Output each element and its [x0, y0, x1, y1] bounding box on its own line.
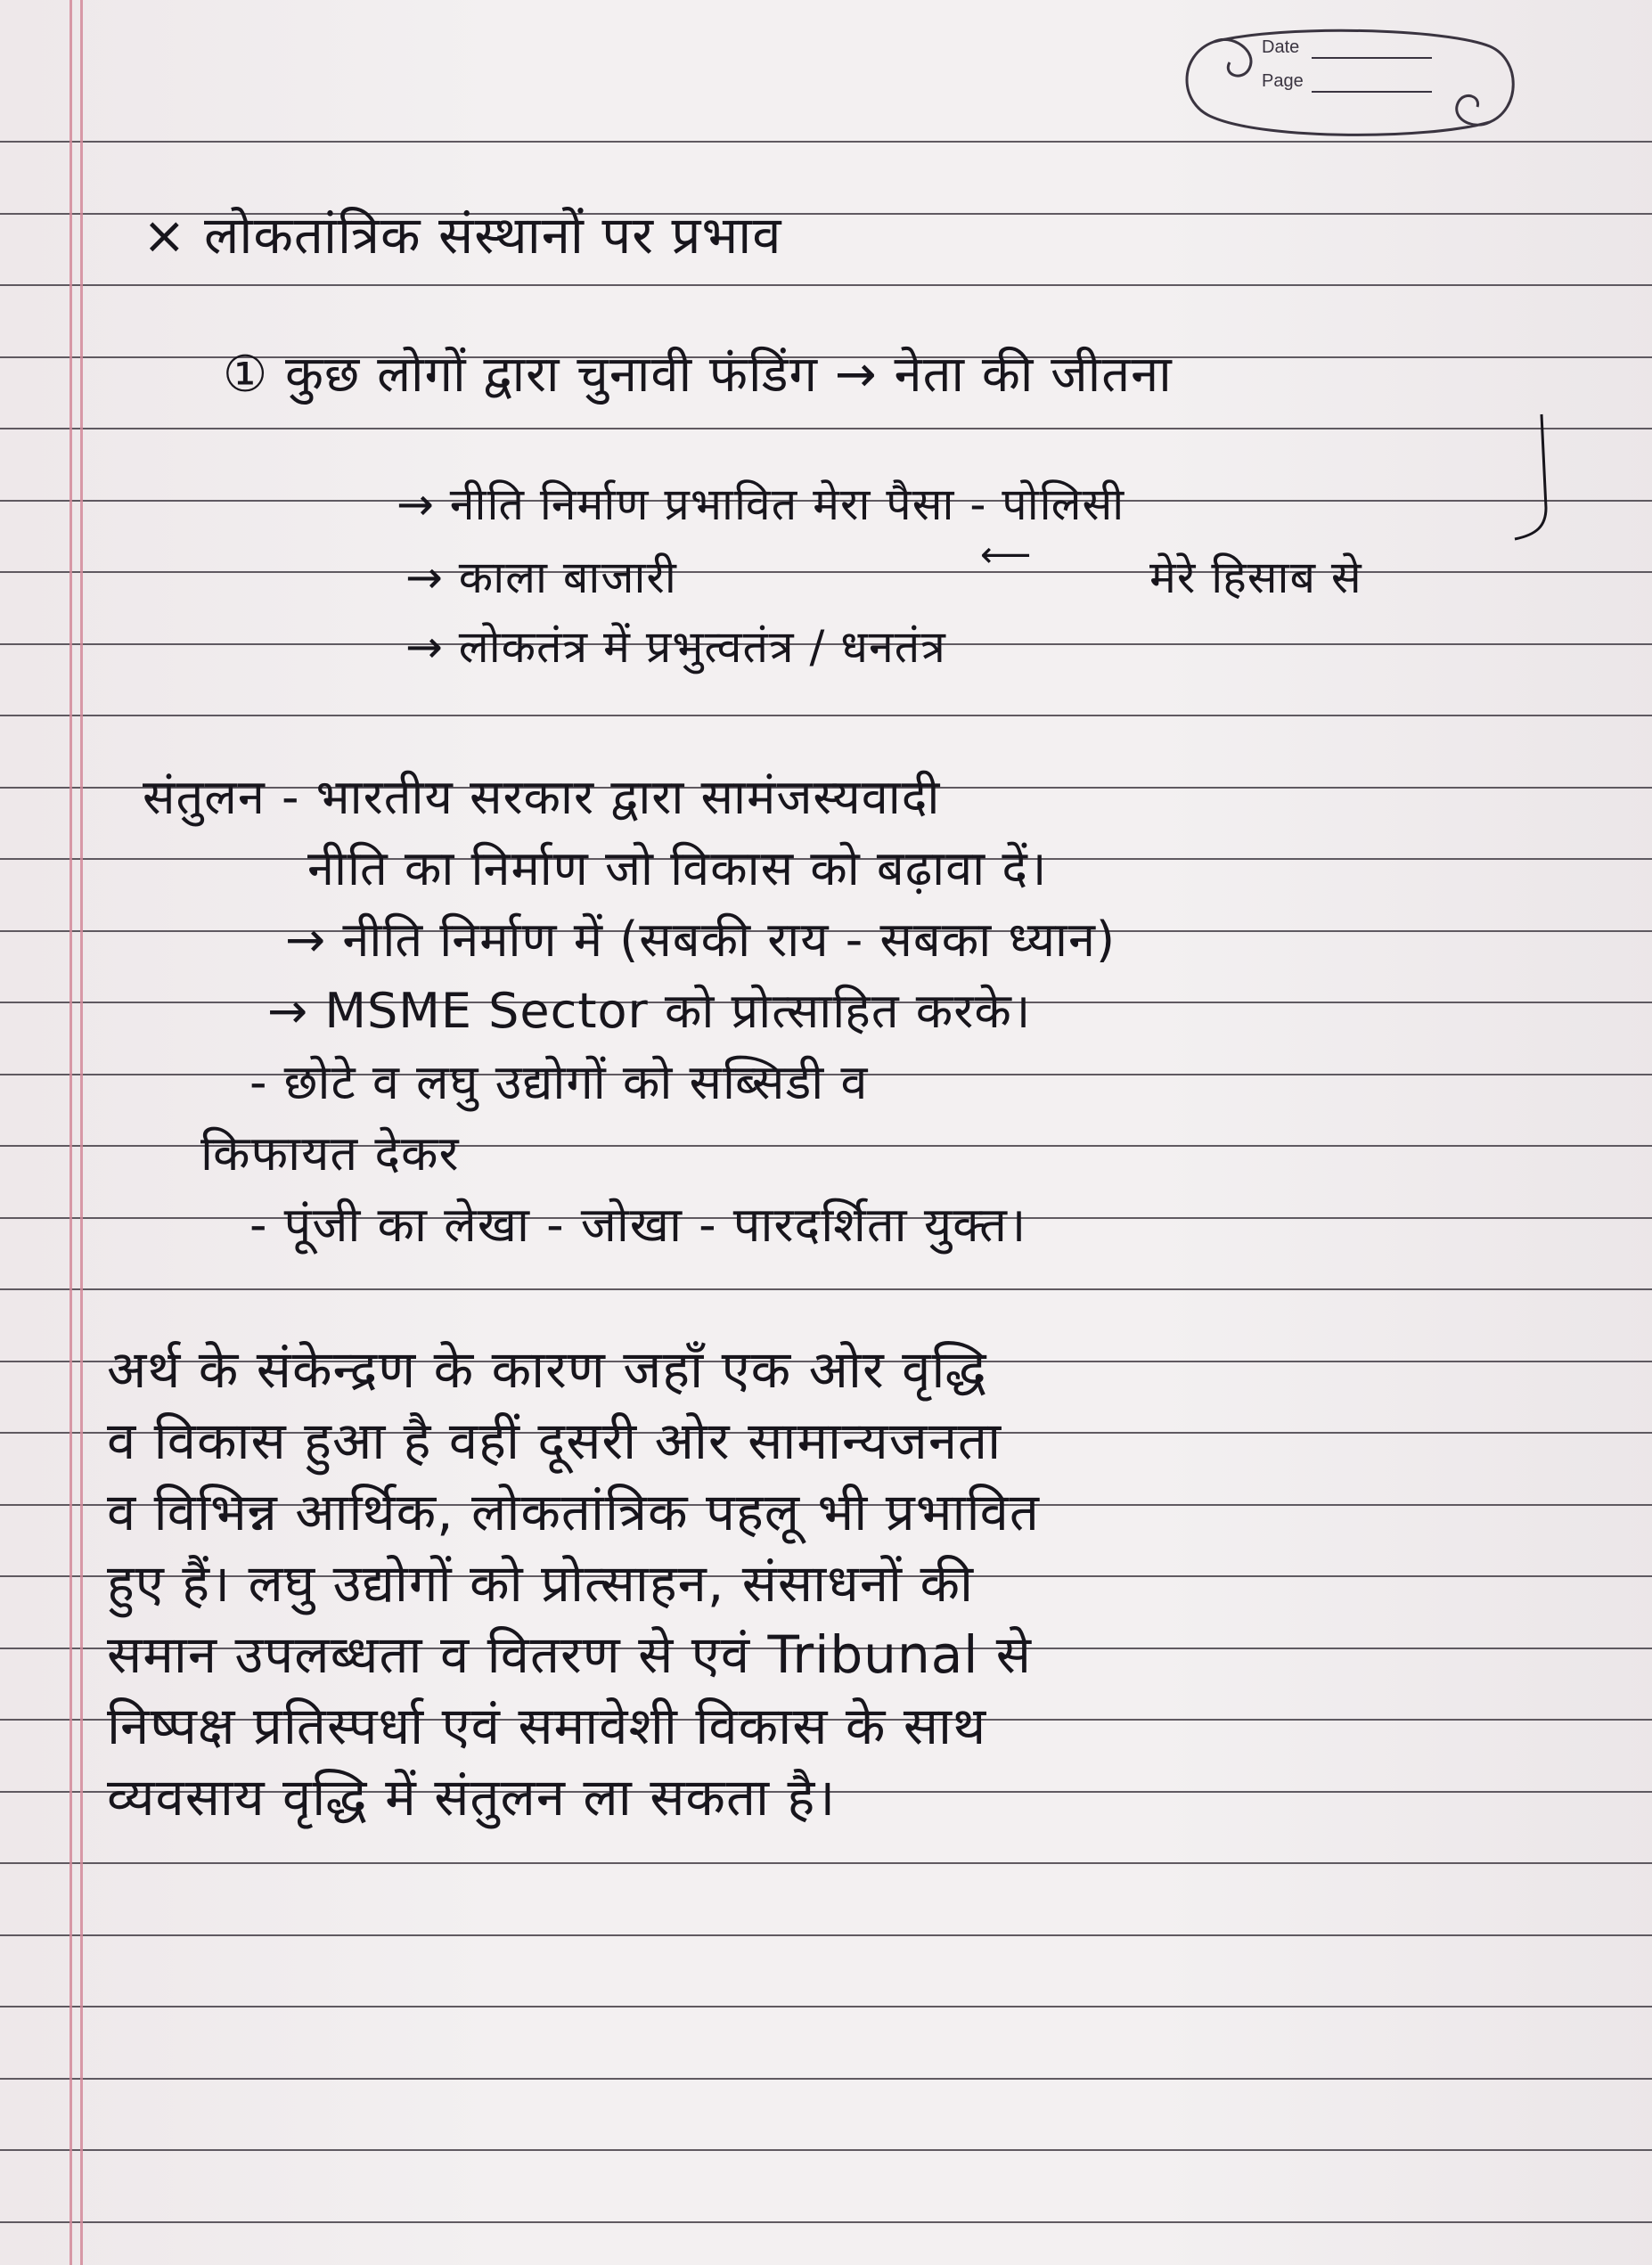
margin-line-right — [80, 0, 83, 2265]
date-label: Date — [1262, 37, 1300, 57]
page-blank — [1312, 91, 1432, 93]
ruled-line — [0, 2221, 1652, 2223]
margin-line-left — [70, 0, 72, 2265]
point-1: ① कुछ लोगों द्वारा चुनावी फंडिंग → नेता की जीतना — [223, 346, 1173, 404]
date-blank — [1312, 57, 1432, 59]
conclusion-line-3: व विभिन्न आर्थिक, लोकतांत्रिक पहलू भी प्रभावित — [107, 1482, 1040, 1542]
ruled-line — [0, 2149, 1652, 2151]
ruled-line — [0, 1934, 1652, 1936]
ruled-line — [0, 2006, 1652, 2007]
heading: × लोकतांत्रिक संस्थानों पर प्रभाव — [143, 205, 782, 266]
balance-line-7: - पूंजी का लेखा - जोखा - पारदर्शिता युक्त। — [249, 1197, 1027, 1253]
conclusion-line-1: अर्थ के संकेन्द्रण के कारण जहाँ एक ओर वृद्धि — [107, 1339, 987, 1400]
ruled-line — [0, 2078, 1652, 2080]
balance-line-4: → MSME Sector को प्रोत्साहित करके। — [267, 983, 1032, 1039]
ruled-line — [0, 1862, 1652, 1864]
ruled-line — [0, 571, 1652, 573]
conclusion-line-2: व विकास हुआ है वहीं दूसरी ओर सामान्यजनता — [107, 1411, 1002, 1471]
balance-line-1: संतुलन - भारतीय सरकार द्वारा सामंजस्यवादी — [143, 769, 941, 825]
balance-line-6: किफायत देकर — [200, 1125, 460, 1182]
ruled-line — [0, 1288, 1652, 1290]
conclusion-line-5: समान उपलब्धता व वितरण से एवं Tribunal से — [107, 1624, 1033, 1685]
left-arrow-icon: ⟵ — [980, 535, 1032, 576]
sub-point-3: → लोकतंत्र में प्रभुत्वतंत्र / धनतंत्र — [405, 621, 946, 673]
connector-bracket-icon — [1497, 410, 1586, 544]
sub-point-2: → काला बाजारी — [405, 552, 677, 603]
balance-line-3: → नीति निर्माण में (सबकी राय - सबका ध्यान) — [285, 912, 1116, 968]
balance-line-5: - छोटे व लघु उद्योगों को सब्सिडी व — [249, 1054, 869, 1110]
conclusion-line-7: व्यवसाय वृद्धि में संतुलन ला सकता है। — [107, 1767, 837, 1828]
badge-scroll-outline — [1178, 20, 1525, 153]
ruled-line — [0, 428, 1652, 429]
page-label: Page — [1262, 71, 1304, 91]
ruled-line — [0, 715, 1652, 716]
balance-line-2: नीति का निर्माण जो विकास को बढ़ावा दें। — [307, 840, 1048, 896]
sub-point-1: → नीति निर्माण प्रभावित मेरा पैसा - पोलिसी — [397, 478, 1125, 530]
sub-point-2-side: मेरे हिसाब से — [1149, 552, 1362, 603]
conclusion-line-6: निष्पक्ष प्रतिस्पर्धा एवं समावेशी विकास के साथ — [107, 1696, 987, 1756]
date-page-badge — [1178, 20, 1525, 153]
ruled-line — [0, 284, 1652, 286]
conclusion-line-4: हुए हैं। लघु उद्योगों को प्रोत्साहन, संसाधनों की — [107, 1553, 975, 1614]
